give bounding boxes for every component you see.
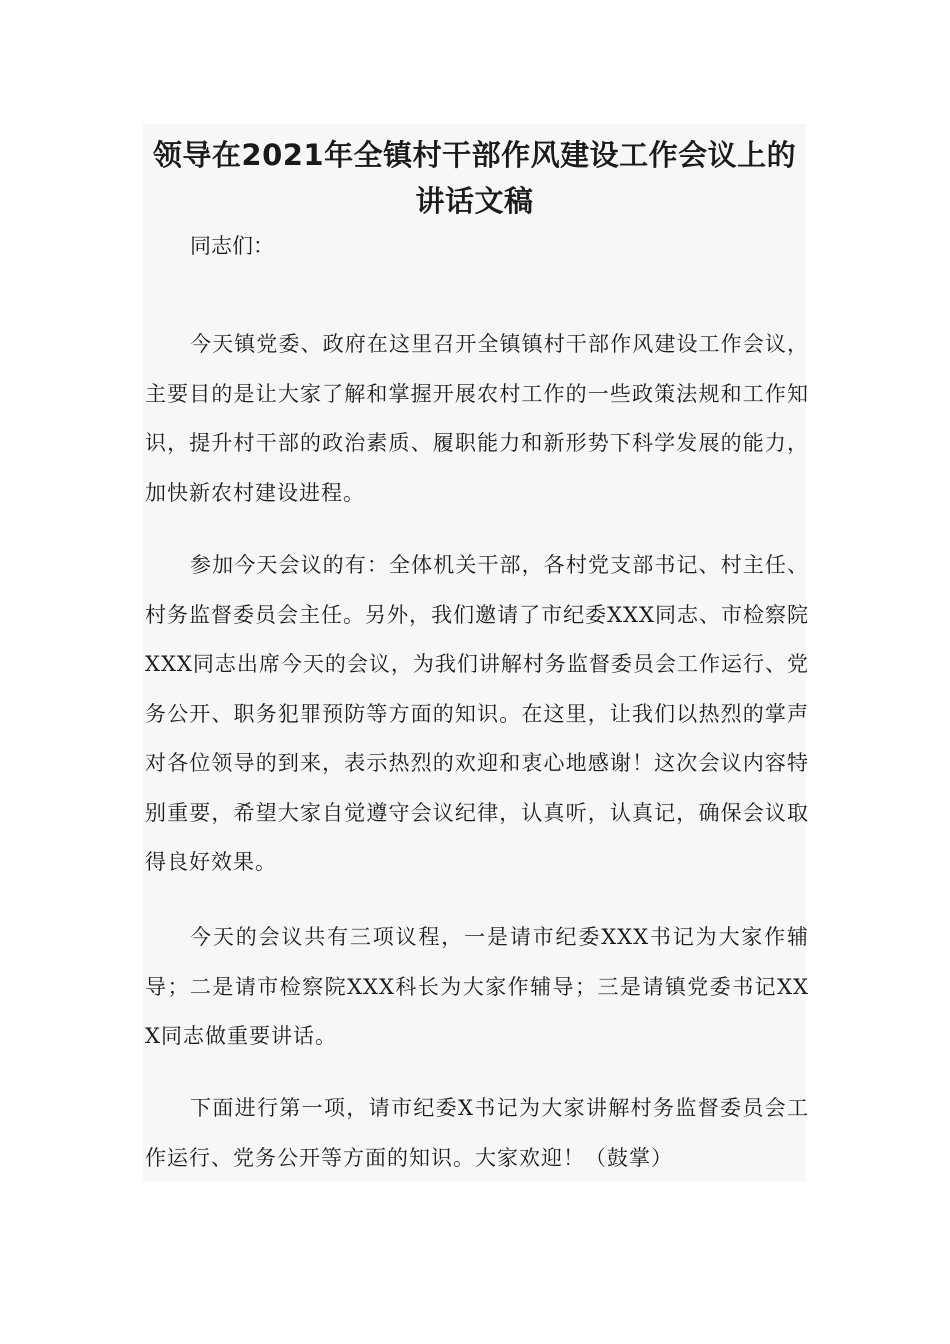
body-paragraph: 下面进行第一项，请市纪委X书记为大家讲解村务监督委员会工作运行、党务公开等方面的知识。大家欢迎！（鼓掌） <box>145 1096 809 1170</box>
body-paragraph: 参加今天会议的有：全体机关干部，各村党支部书记、村主任、村务监督委员会主任。另外，我们邀请了市纪委XXX同志、市检察院XXX同志出席今天的会议，为我们讲解村务监督委员会工作运行、党务公开、职务犯罪预防等方面的知识。在这里，让我们以热烈的掌声对各位领导的到来，表示热烈的欢迎和衷心地感谢！这次会议内容特别重要，希望大家自觉遵守会议纪律，认真听，认真记，确保会议取得良好效果。 <box>145 553 809 874</box>
body-paragraph: 今天镇党委、政府在这里召开全镇镇村干部作风建设工作会议，主要目的是让大家了解和掌握开展农村工作的一些政策法规和工作知识，提升村干部的政治素质、履职能力和新形势下科学发展的能力，加快新农村建设进程。 <box>145 332 809 505</box>
document-title: 领导在2021年全镇村干部作风建设工作会议上的讲话文稿 <box>152 138 797 218</box>
salutation: 同志们： <box>190 234 274 258</box>
body-paragraph: 今天的会议共有三项议程，一是请市纪委XXX书记为大家作辅导；二是请市检察院XXX科长为大家作辅导；三是请镇党委书记XXX同志做重要讲话。 <box>145 925 809 1048</box>
